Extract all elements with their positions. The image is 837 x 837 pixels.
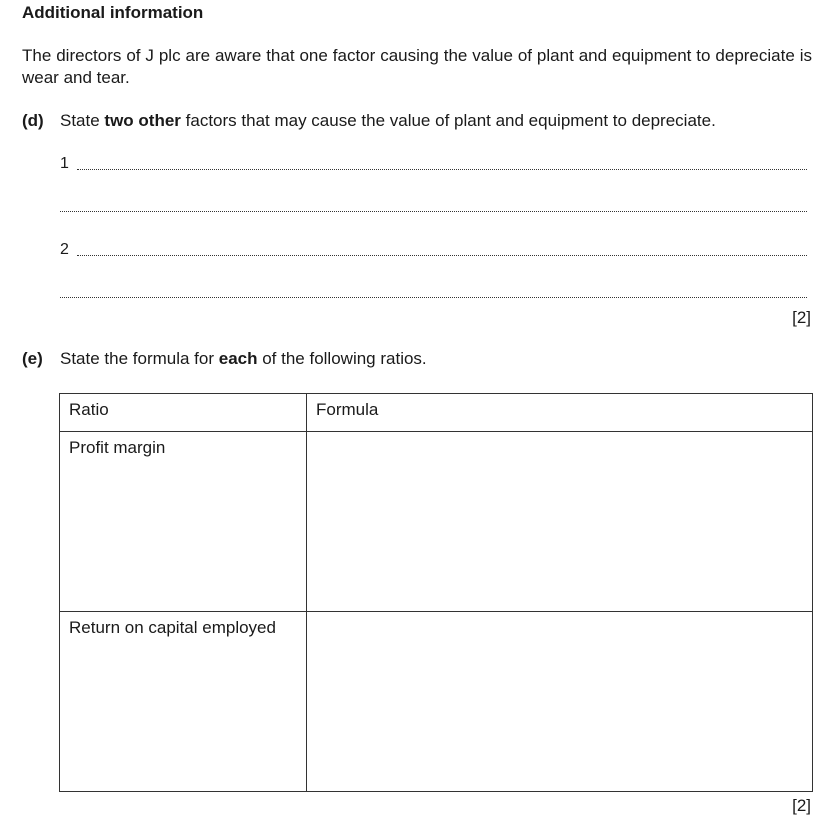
answer-2-number: 2 (60, 241, 69, 258)
section-heading: Additional information (22, 3, 204, 22)
header-ratio: Ratio (60, 394, 307, 432)
header-formula: Formula (307, 394, 813, 432)
formula-cell-profit-margin[interactable] (307, 432, 813, 612)
intro-paragraph: The directors of J plc are aware that one factor causing the value of plant and equipment to depreciate is wear and tear. (22, 46, 812, 87)
ratio-cell-roce: Return on capital employed (60, 612, 307, 792)
question-d-text-bold: two other (104, 111, 181, 130)
question-e-label: (e) (22, 349, 43, 368)
question-e-text-end: of the following ratios. (257, 349, 427, 368)
table-header-row (60, 394, 813, 432)
formula-cell-roce[interactable] (307, 612, 813, 792)
table-row (60, 612, 813, 792)
answer-1-number: 1 (60, 155, 69, 172)
answer-2-line-1[interactable] (77, 255, 807, 256)
question-d-label: (d) (22, 111, 44, 130)
ratio-formula-table (59, 393, 813, 792)
question-e-marks: [2] (792, 796, 811, 815)
question-d-marks: [2] (792, 308, 811, 327)
ratio-cell-profit-margin: Profit margin (60, 432, 307, 612)
answer-2-line-2[interactable] (60, 297, 807, 298)
question-d-text-start: State (60, 111, 105, 130)
answer-1-line-2[interactable] (60, 211, 807, 212)
question-e-text-start: State the formula for (60, 349, 219, 368)
question-d-text-end: factors that may cause the value of plant and equipment to depreciate. (180, 111, 716, 130)
answer-1-line-1[interactable] (77, 169, 807, 170)
question-e-text (60, 349, 427, 369)
question-e-text-bold: each (218, 349, 258, 368)
question-d-text (60, 111, 716, 131)
table-row (60, 432, 813, 612)
